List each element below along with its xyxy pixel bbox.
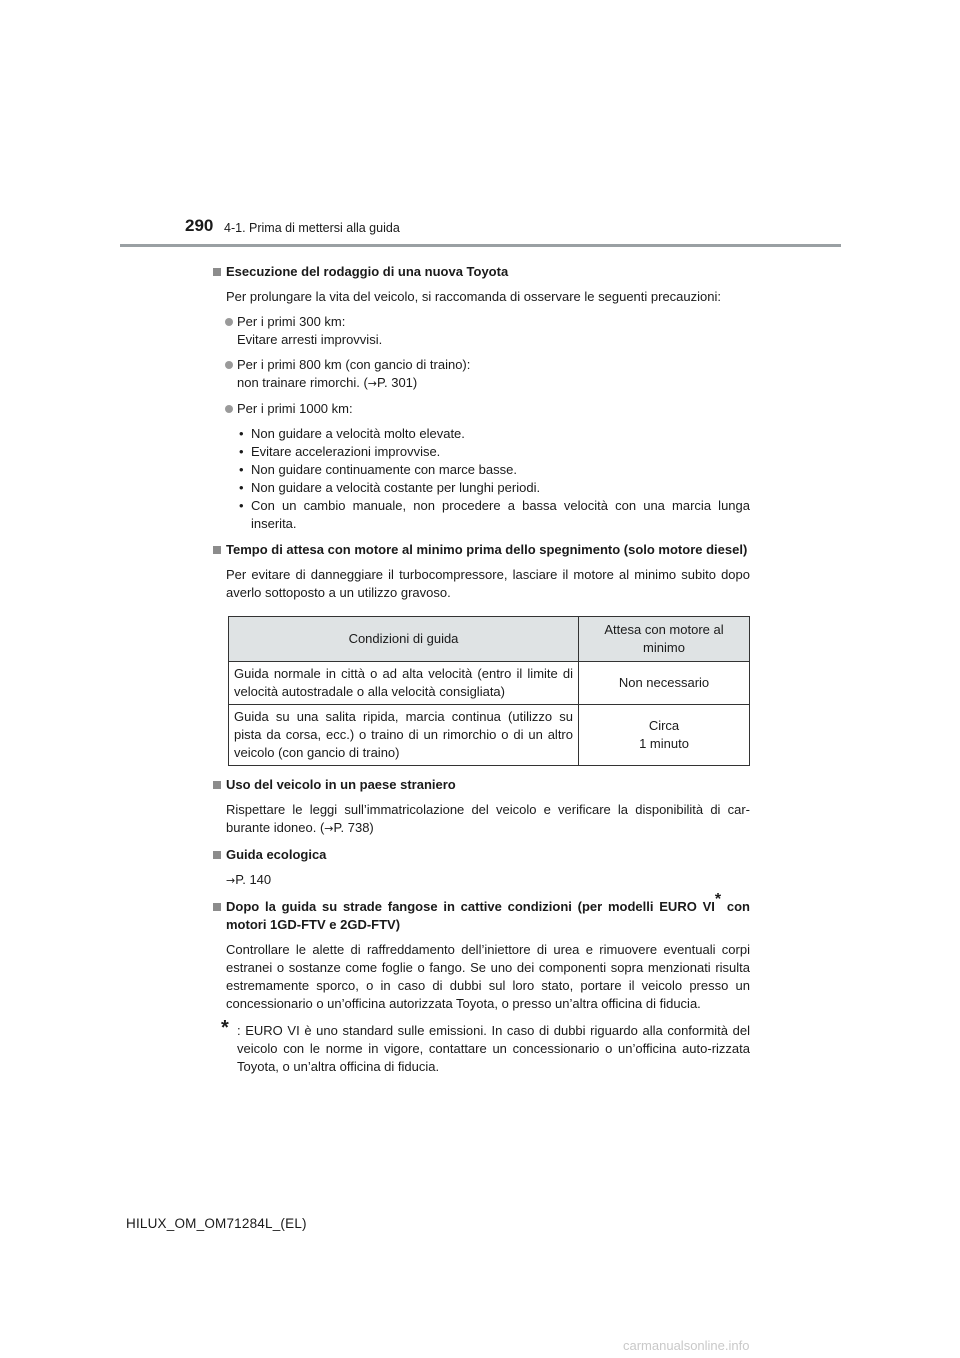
ref-arrow-icon: → — [324, 822, 334, 835]
page-ref-link[interactable]: P. 301) — [377, 375, 418, 390]
heading-idle: Tempo di attesa con motore al minimo prima dello spegnimento (solo motore diesel) — [213, 541, 750, 559]
breakin-dash-list — [213, 425, 750, 533]
page-ref-link[interactable]: P. 738) — [333, 820, 374, 835]
breakin-item-800: Per i primi 800 km (con gancio di traino): non trainare rimorchi. (→P. 301) — [213, 356, 750, 393]
dash-item: • Non guidare a velocità molto elevate. — [237, 425, 750, 443]
dash-item: • Evitare accelerazioni improvvise. — [237, 443, 750, 461]
dash-item: • Con un cambio manuale, non procedere a bassa velocità con una marcia lunga inserita. — [237, 497, 750, 533]
table-cell-condition: Guida normale in città o ad alta velocità (entro il limite di velocità autostradale o alla velocità consigliata) — [229, 662, 579, 705]
ref-arrow-icon: → — [226, 874, 236, 887]
heading-abroad: Uso del veicolo in un paese straniero — [213, 776, 750, 794]
dash-item: • Non guidare a velocità costante per lunghi periodi. — [237, 479, 750, 497]
table-row — [229, 705, 750, 766]
breakin-item-300: Per i primi 300 km: Evitare arresti improvvisi. — [213, 313, 750, 349]
section-title: 4-1. Prima di mettersi alla guida — [224, 221, 400, 235]
mud-text: Controllare le alette di raffreddamento dell’iniettore di urea e rimuovere eventuali corpi estranei o sostanze come foglie o fango. Se uno dei componenti sopra menzionati risulta estremamente sporco, o in caso di dubbi sul loro stato, portare il veicolo presso un concessionario o un’officina autorizzata Toyota, o presso un’altra officina di fiducia. — [226, 942, 750, 1011]
page-content — [213, 255, 750, 1076]
footnote: * : EURO VI è uno standard sulle emissioni. In caso di dubbi riguardo alla conformità del veicolo con le norme in vigore, contattare un concessionario o un’officina auto-rizzata Toyota, o un’altra officina di fiducia. — [221, 1017, 750, 1074]
eco-ref — [213, 871, 750, 890]
heading-eco: Guida ecologica — [213, 846, 750, 864]
footer-code: HILUX_OM_OM71284L_(EL) — [126, 1216, 307, 1231]
table-header-conditions: Condizioni di guida — [229, 617, 579, 662]
table-row — [229, 662, 750, 705]
idle-table — [228, 616, 750, 766]
idle-text: Per evitare di danneggiare il turbocompressore, lasciare il motore al minimo subito dopo averlo sottoposto a un utilizzo gravoso. — [226, 567, 750, 600]
page-ref-link[interactable]: P. 140 — [235, 872, 272, 887]
ref-arrow-icon: → — [367, 377, 377, 390]
page-number: 290 — [185, 216, 214, 235]
table-header-wait: Attesa con motore al minimo — [579, 617, 750, 662]
table-cell-wait: Circa 1 minuto — [579, 705, 750, 766]
heading-mud: Dopo la guida su strade fangose in cattive condizioni (per modelli EURO VI* con motori 1GD-FTV e 2GD-FTV) — [213, 898, 750, 934]
dash-item: • Non guidare continuamente con marce basse. — [237, 461, 750, 479]
heading-breakin: Esecuzione del rodaggio di una nuova Toyota — [213, 263, 750, 281]
header-rule — [120, 244, 841, 247]
abroad-text: Rispettare le leggi sull’immatricolazione del veicolo e verificare la disponibilità di car-burante idoneo. (→P. 738) — [226, 802, 750, 835]
breakin-intro: Per prolungare la vita del veicolo, si raccomanda di osservare le seguenti precauzioni: — [226, 289, 721, 304]
table-cell-wait: Non necessario — [579, 662, 750, 705]
footnote-star-icon: * — [221, 1017, 229, 1039]
watermark: carmanualsonline.info — [623, 1338, 750, 1353]
table-cell-condition: Guida su una salita ripida, marcia continua (utilizzo su pista da corsa, ecc.) o traino di un rimorchio o di un altro veicolo (con gancio di traino) — [229, 705, 579, 766]
footnote-star-icon: * — [714, 890, 722, 908]
breakin-item-1000: Per i primi 1000 km: — [213, 400, 750, 418]
